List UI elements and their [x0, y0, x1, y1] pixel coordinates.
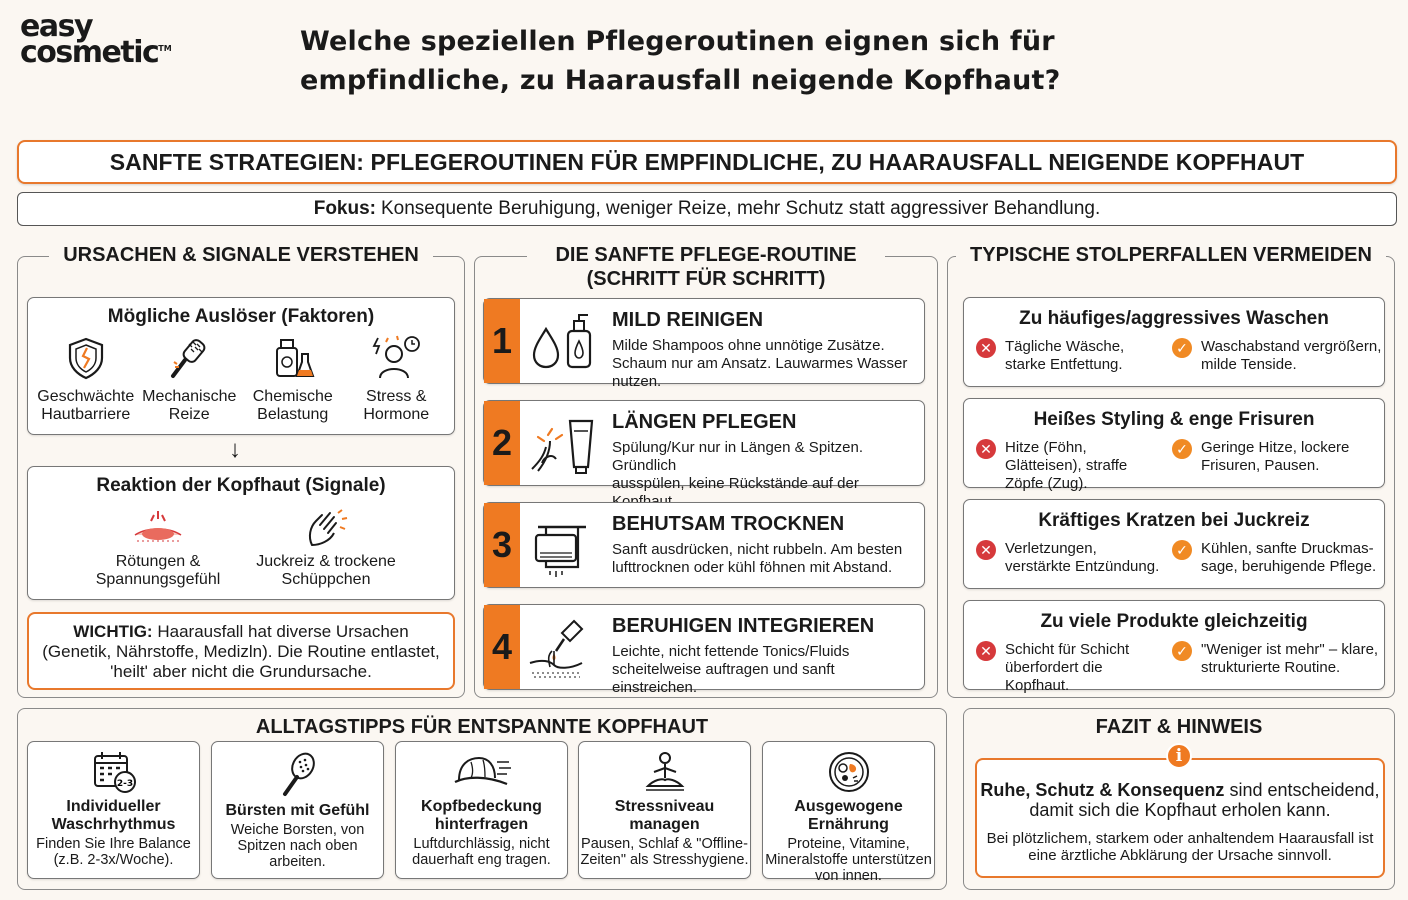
- easy-cosmetic-logo: [20, 9, 172, 70]
- trigger-item: [139, 334, 239, 424]
- routine-step: [483, 400, 925, 492]
- signal-label: Schüppchen: [281, 571, 371, 588]
- routine-title-line-1: DIE SANFTE PFLEGE-ROUTINE: [541, 243, 870, 267]
- signal-item: [246, 507, 406, 589]
- triggers-title: Mögliche Auslöser (Faktoren): [107, 306, 375, 327]
- tip-title: Stressniveau managen: [614, 798, 715, 833]
- fazit-box: [975, 758, 1385, 878]
- signal-item: [88, 507, 228, 589]
- pitfall-good: [1172, 338, 1382, 374]
- logo-line-2-text: cosmetic: [20, 34, 159, 70]
- step-text: [612, 643, 922, 697]
- logo-trademark: TM: [158, 43, 172, 53]
- tip-text: Finden Sie Ihre Balance (z.B. 2-3x/Woche).: [36, 836, 191, 868]
- step-text-line: Spülung/Kur nur in Längen & Spitzen. Gründlich: [612, 439, 864, 474]
- x-mark-icon: ✕: [976, 439, 996, 459]
- step-text-line: Milde Shampoos ohne unnötige Zusätze.: [612, 337, 885, 354]
- logo-line-1: easy: [20, 9, 93, 44]
- step-text-line: Schaum nur am Ansatz. Lauwarmes Wasser nutzen.: [612, 355, 908, 390]
- routine-step: [483, 604, 925, 696]
- step-title: MILD REINIGEN: [612, 309, 764, 331]
- step-text-line: scheitelweise auftragen und sanft einstreichen.: [612, 661, 835, 696]
- tip-card: [578, 741, 751, 879]
- pitfall-good-text: "Weniger ist mehr" – klare, strukturierte Routine.: [1201, 641, 1379, 676]
- step-text: [612, 439, 922, 511]
- tip-card: [762, 741, 935, 884]
- causes-title: URSACHEN & SIGNALE VERSTEHEN: [49, 243, 433, 267]
- logo-line-2: [20, 34, 172, 70]
- step-text-line: ausspülen, keine Rückstände auf der: [612, 475, 859, 492]
- tips-title: ALLTAGSTIPPS FÜR ENTSPANNTE KOPFHAUT: [255, 716, 709, 738]
- step-title: BERUHIGEN INTEGRIEREN: [612, 615, 875, 637]
- trigger-label: Mechanische: [142, 388, 237, 405]
- fazit-title: FAZIT & HINWEIS: [1095, 716, 1263, 738]
- fazit-main-rest: sind entscheidend, damit sich die Kopfhaut erholen kann.: [1029, 780, 1380, 820]
- hair-tube-icon: [526, 411, 606, 477]
- check-mark-icon: ✓: [1172, 540, 1192, 560]
- trigger-label: Hormone: [363, 406, 430, 423]
- pitfalls-title: TYPISCHE STOLPERFALLEN VERMEIDEN: [956, 243, 1386, 267]
- trigger-item: [243, 334, 343, 424]
- signal-label: Rötungen &: [115, 553, 201, 570]
- check-mark-icon: ✓: [1172, 439, 1192, 459]
- pitfall-bad: [976, 439, 1166, 493]
- hairbrush-icon: [275, 750, 321, 798]
- important-text: Haarausfall hat diverse Ursachen (Genetik, Nährstoffe, Medizln). Die Routine entlastet, 'heilt' aber nicht die Grundursache.: [42, 622, 440, 681]
- stress-person-icon: [370, 334, 422, 382]
- pitfall-good-text: Kühlen, sanfte Druckmas-sage, beruhigende Pflege.: [1201, 540, 1377, 575]
- step-number: 3: [484, 503, 520, 587]
- x-mark-icon: ✕: [976, 641, 996, 661]
- signal-label: Juckreiz & trockene: [256, 553, 396, 570]
- routine-step: [483, 298, 925, 390]
- trigger-label: Geschwächte: [37, 388, 135, 405]
- tip-title: Bürsten mit Gefühl: [225, 802, 370, 819]
- info-icon: i: [1166, 743, 1192, 769]
- step-title: BEHUTSAM TROCKNEN: [612, 513, 845, 535]
- focus-label: Fokus:: [313, 198, 376, 219]
- step-number: 4: [484, 605, 520, 689]
- pitfall-bad: [976, 641, 1166, 695]
- shampoo-drop-icon: [526, 309, 606, 375]
- main-banner: SANFTE STRATEGIEN: PFLEGEROUTINEN FÜR EMPFINDLICHE, ZU HAARAUSFALL NEIGENDE KOPFHAUT: [17, 140, 1397, 184]
- trigger-label: Belastung: [257, 406, 329, 423]
- pitfall-title: Zu viele Produkte gleichzeitig: [1040, 611, 1308, 632]
- calendar-icon: [91, 750, 137, 794]
- meditation-icon: [642, 750, 688, 794]
- pitfall-title: Heißes Styling & enge Frisuren: [1033, 409, 1315, 430]
- trigger-label: Reize: [168, 406, 210, 423]
- x-mark-icon: ✕: [976, 338, 996, 358]
- trigger-item: [36, 334, 136, 424]
- trigger-label: Stress &: [366, 388, 427, 405]
- step-title: LÄNGEN PFLEGEN: [612, 411, 797, 433]
- routine-title: [527, 243, 884, 291]
- step-text: [612, 337, 922, 391]
- red-skin-icon: [129, 507, 187, 547]
- tip-card: [211, 741, 384, 879]
- focus-bar: [17, 192, 1397, 226]
- pitfall-good-text: Geringe Hitze, lockere Frisuren, Pausen.: [1201, 439, 1350, 474]
- pitfall-bad: [976, 540, 1166, 576]
- pitfall-bad: [976, 338, 1166, 374]
- tip-card: [27, 741, 200, 879]
- tip-text: Proteine, Vitamine, Mineralstoffe unterstützen von innen.: [765, 836, 932, 884]
- trigger-label: Hautbarriere: [41, 406, 131, 423]
- check-mark-icon: ✓: [1172, 338, 1192, 358]
- important-note: [27, 612, 455, 690]
- signals-card: [27, 466, 455, 600]
- fazit-main: [977, 780, 1383, 820]
- tip-title: Ausgewogene Ernährung: [794, 798, 903, 833]
- tip-text: Pausen, Schlaf & "Offline-Zeiten" als Stresshygiene.: [580, 836, 749, 868]
- pitfall-title: Zu häufiges/aggressives Waschen: [1019, 308, 1329, 329]
- tip-text: Weiche Borsten, von Spitzen nach oben arbeiten.: [230, 822, 365, 870]
- important-label: WICHTIG:: [73, 622, 153, 641]
- pitfall-title: Kräftiges Kratzen bei Juckreiz: [1038, 510, 1310, 531]
- trigger-item: [346, 334, 446, 424]
- pitfall-bad-text: Schicht für Schicht überfordert die Kopfhaut.: [1005, 641, 1130, 694]
- tip-card: [395, 741, 568, 879]
- chemical-bottle-icon: [269, 334, 317, 382]
- routine-step: [483, 502, 925, 588]
- arrow-down-icon: ↓: [229, 436, 241, 463]
- pitfall-card: [963, 297, 1385, 387]
- scratching-hand-icon: [300, 507, 352, 547]
- pitfall-good: [1172, 439, 1382, 475]
- pitfall-bad-text: Verletzungen, verstärkte Entzündung.: [1005, 540, 1160, 575]
- towel-icon: [526, 513, 606, 579]
- cap-icon: [451, 750, 513, 794]
- tip-text: Luftdurchlässig, nicht dauerhaft eng tragen.: [412, 836, 551, 868]
- page-title: Welche speziellen Pflegeroutinen eignen sich für empfindliche, zu Haarausfall neigende Kopfhaut?: [300, 26, 1061, 96]
- step-number: 2: [484, 401, 520, 485]
- triggers-card: [27, 297, 455, 435]
- x-mark-icon: ✕: [976, 540, 996, 560]
- pitfall-good-text: Waschabstand vergrößern, milde Tenside.: [1201, 338, 1382, 373]
- tip-title: Individueller Waschrhythmus: [51, 798, 176, 833]
- pitfall-bad-text: Hitze (Föhn, Glätteisen), straffe Zöpfe (Zug).: [1005, 439, 1128, 492]
- pitfall-card: [963, 499, 1385, 589]
- cracked-shield-icon: [62, 334, 110, 382]
- step-number: 1: [484, 299, 520, 383]
- pitfall-good: [1172, 641, 1382, 677]
- check-mark-icon: ✓: [1172, 641, 1192, 661]
- routine-title-line-2: (SCHRITT FÜR SCHRITT): [573, 267, 840, 291]
- trigger-label: Chemische: [252, 388, 333, 405]
- pitfall-card: [963, 398, 1385, 492]
- fazit-sub: Bei plötzlichem, starkem oder anhaltendem Haarausfall ist eine ärztliche Abklärung der Ursache sinnvoll.: [986, 830, 1374, 864]
- pitfall-bad-text: Tägliche Wäsche, starke Entfettung.: [1005, 338, 1125, 373]
- step-text-line: lufttrocknen oder kühl föhnen mit Abstand.: [612, 559, 893, 576]
- signals-title: Reaktion der Kopfhaut (Signale): [96, 475, 386, 496]
- brush-icon: [165, 334, 213, 382]
- svg-text:2-3: 2-3: [116, 779, 133, 789]
- pitfall-good: [1172, 540, 1382, 576]
- step-text-line: Sanft ausdrücken, nicht rubbeln. Am besten: [612, 541, 903, 558]
- dropper-scalp-icon: [526, 615, 606, 681]
- tip-title: Kopfbedeckung hinterfragen: [421, 798, 542, 833]
- focus-text: Konsequente Beruhigung, weniger Reize, mehr Schutz statt aggressiver Behandlung.: [381, 198, 1101, 219]
- step-text: [612, 541, 922, 577]
- step-text-line: Leichte, nicht fettende Tonics/Fluids: [612, 643, 850, 660]
- pitfall-card: [963, 600, 1385, 694]
- fazit-main-bold: Ruhe, Schutz & Konsequenz: [980, 780, 1225, 800]
- signal-label: Spannungsgefühl: [95, 571, 221, 588]
- food-bowl-icon: [826, 750, 872, 794]
